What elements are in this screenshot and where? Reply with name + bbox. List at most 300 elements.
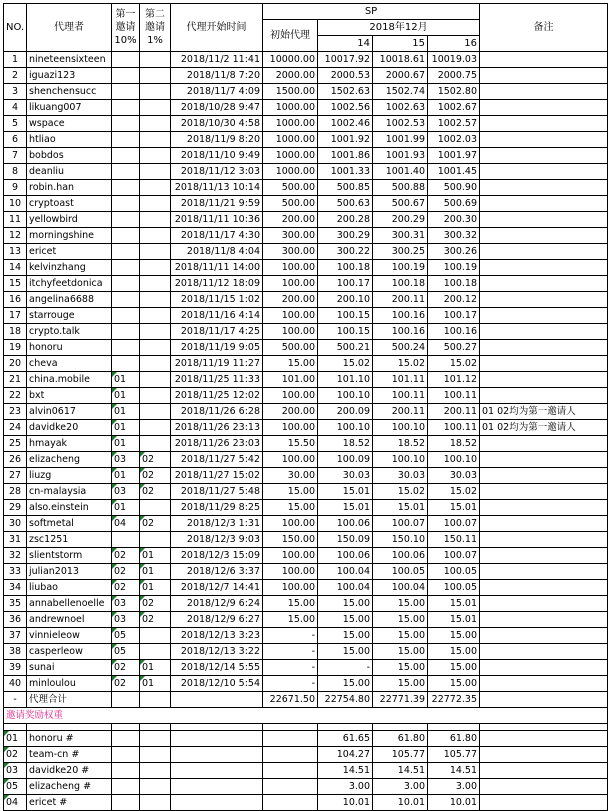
row-first-invite [112,260,140,276]
row-second-invite: 02 [140,596,171,612]
row-agent: minloulou [27,676,112,692]
row-start-time: 2018/11/26 23:03 [171,436,263,452]
reward-row [4,779,608,795]
row-day-14: 500.85 [318,180,373,196]
total-label: 代理合计 [27,692,112,708]
row-initial: 1500.00 [263,84,318,100]
reward-id: 02 [4,747,27,763]
header-second-pct: 1% [147,35,163,46]
row-initial: - [263,676,318,692]
row-initial: 1000.00 [263,116,318,132]
table-row [4,196,608,212]
row-first-invite [112,212,140,228]
reward-blank [480,763,608,779]
header-initial: 初始代理 [263,20,318,52]
reward-blank [171,763,263,779]
total-blank [171,692,263,708]
row-day-15: 101.11 [373,372,428,388]
row-day-14: 100.15 [318,324,373,340]
row-day-15: 100.18 [373,276,428,292]
row-day-14: 18.52 [318,436,373,452]
row-agent: deanliu [27,164,112,180]
row-first-invite [112,52,140,68]
row-note [480,356,608,372]
row-day-15: 15.02 [373,356,428,372]
row-second-invite [140,356,171,372]
total-no: - [4,692,27,708]
row-note [480,532,608,548]
row-day-14: 30.03 [318,468,373,484]
row-first-invite [112,532,140,548]
row-no: 11 [4,212,27,228]
row-first-invite [112,148,140,164]
row-first-invite: 01 [112,404,140,420]
table-row [4,148,608,164]
row-start-time: 2018/11/8 7:20 [171,68,263,84]
row-agent: bxt [27,388,112,404]
row-agent: slientstorm [27,548,112,564]
row-day-14: 15.00 [318,628,373,644]
row-day-16: 100.07 [428,516,480,532]
row-day-14: 100.15 [318,308,373,324]
row-day-14: 300.29 [318,228,373,244]
row-day-14: 100.10 [318,388,373,404]
row-initial: 15.50 [263,436,318,452]
header-second-invite-label: 第二邀请 [145,9,165,33]
table-row [4,132,608,148]
row-note [480,580,608,596]
reward-blank [480,795,608,811]
row-start-time: 2018/11/19 9:05 [171,340,263,356]
row-initial: 150.00 [263,532,318,548]
row-day-16: 15.00 [428,676,480,692]
row-day-15: 15.01 [373,500,428,516]
row-no: 17 [4,308,27,324]
row-start-time: 2018/11/11 10:36 [171,212,263,228]
row-first-invite [112,356,140,372]
row-day-16: 10019.03 [428,52,480,68]
row-day-16: 100.19 [428,260,480,276]
row-no: 40 [4,676,27,692]
row-day-14: 1001.86 [318,148,373,164]
reward-day-16: 10.01 [428,795,480,811]
reward-day-16: 61.80 [428,731,480,747]
reward-blank [263,779,318,795]
reward-blank [171,779,263,795]
row-no: 37 [4,628,27,644]
row-initial: 100.00 [263,260,318,276]
row-note [480,596,608,612]
row-start-time: 2018/11/21 9:59 [171,196,263,212]
row-second-invite [140,436,171,452]
row-start-time: 2018/11/2 11:41 [171,52,263,68]
row-agent: angelina6688 [27,292,112,308]
row-day-16: 150.11 [428,532,480,548]
row-note [480,324,608,340]
row-agent: elizacheng [27,452,112,468]
row-second-invite [140,292,171,308]
row-day-15: 1001.93 [373,148,428,164]
row-second-invite: 02 [140,516,171,532]
row-second-invite [140,180,171,196]
row-initial: 101.00 [263,372,318,388]
row-note [480,212,608,228]
row-no: 9 [4,180,27,196]
row-start-time: 2018/12/7 14:41 [171,580,263,596]
spacer-cell [112,724,140,731]
row-day-15: 100.10 [373,420,428,436]
row-note [480,260,608,276]
table-row [4,404,608,420]
reward-section-title-row [4,708,608,724]
row-day-14: 100.06 [318,516,373,532]
row-agent: annabellenoelle [27,596,112,612]
table-row [4,436,608,452]
total-day-16: 22772.35 [428,692,480,708]
reward-day-15: 10.01 [373,795,428,811]
row-first-invite [112,100,140,116]
row-start-time: 2018/12/3 9:03 [171,532,263,548]
row-start-time: 2018/12/10 5:54 [171,676,263,692]
row-agent: yellowbird [27,212,112,228]
reward-blank [112,779,140,795]
row-start-time: 2018/11/10 9:49 [171,148,263,164]
row-initial: 100.00 [263,324,318,340]
row-note [480,564,608,580]
row-start-time: 2018/12/3 15:09 [171,548,263,564]
row-note [480,372,608,388]
row-day-14: 15.02 [318,356,373,372]
reward-id: 04 [4,795,27,811]
reward-blank [171,731,263,747]
table-row [4,228,608,244]
row-agent: itchyfeetdonica [27,276,112,292]
row-day-14: 15.00 [318,676,373,692]
row-initial: 300.00 [263,244,318,260]
row-start-time: 2018/12/9 6:24 [171,596,263,612]
row-day-15: 1001.99 [373,132,428,148]
header-no: NO. [4,4,27,52]
table-row [4,468,608,484]
reward-row [4,747,608,763]
row-start-time: 2018/11/9 8:20 [171,132,263,148]
row-no: 25 [4,436,27,452]
row-day-14: 300.22 [318,244,373,260]
reward-agent: ericet # [27,795,112,811]
row-second-invite [140,84,171,100]
row-day-16: 15.01 [428,500,480,516]
row-day-16: 100.05 [428,580,480,596]
reward-blank [140,795,171,811]
row-first-invite [112,276,140,292]
row-second-invite [140,404,171,420]
row-day-15: 15.02 [373,484,428,500]
row-agent: htliao [27,132,112,148]
row-agent: cryptoast [27,196,112,212]
total-blank [140,692,171,708]
table-row [4,388,608,404]
row-no: 30 [4,516,27,532]
reward-id: 03 [4,763,27,779]
row-day-16: 300.32 [428,228,480,244]
row-day-14: 200.28 [318,212,373,228]
row-first-invite [112,292,140,308]
table-row [4,548,608,564]
spacer-cell [480,724,608,731]
row-initial: 15.00 [263,356,318,372]
reward-day-16: 14.51 [428,763,480,779]
reward-id: 01 [4,731,27,747]
table-row [4,84,608,100]
row-second-invite [140,228,171,244]
table-row [4,580,608,596]
reward-day-14: 3.00 [318,779,373,795]
total-row [4,692,608,708]
table-row [4,372,608,388]
row-second-invite [140,100,171,116]
row-day-16: 500.69 [428,196,480,212]
reward-blank [140,747,171,763]
row-first-invite: 01 [112,500,140,516]
row-first-invite [112,340,140,356]
row-day-15: 100.06 [373,548,428,564]
row-first-invite: 03 [112,612,140,628]
table-row [4,164,608,180]
row-first-invite [112,228,140,244]
row-day-16: 300.26 [428,244,480,260]
row-first-invite: 01 [112,468,140,484]
reward-blank [140,779,171,795]
row-first-invite: 02 [112,676,140,692]
row-no: 33 [4,564,27,580]
row-second-invite [140,340,171,356]
row-initial: 2000.00 [263,68,318,84]
row-day-16: 500.90 [428,180,480,196]
reward-agent: team-cn # [27,747,112,763]
row-second-invite [140,68,171,84]
reward-day-14: 14.51 [318,763,373,779]
header-note: 备注 [480,4,608,52]
table-row [4,516,608,532]
header-day-14: 14 [318,36,373,52]
row-note [480,164,608,180]
row-day-15: 30.03 [373,468,428,484]
row-note [480,148,608,164]
reward-blank [171,795,263,811]
table-row [4,484,608,500]
row-no: 27 [4,468,27,484]
row-day-14: 15.01 [318,500,373,516]
row-first-invite [112,164,140,180]
row-no: 23 [4,404,27,420]
reward-agent: davidke20 # [27,763,112,779]
row-second-invite [140,500,171,516]
row-start-time: 2018/11/17 4:25 [171,324,263,340]
row-initial: 15.00 [263,612,318,628]
row-note [480,468,608,484]
row-second-invite [140,372,171,388]
row-day-14: - [318,660,373,676]
row-note [480,276,608,292]
row-second-invite [140,388,171,404]
row-day-15: 100.07 [373,516,428,532]
row-agent: julian2013 [27,564,112,580]
row-initial: 100.00 [263,564,318,580]
row-second-invite: 01 [140,660,171,676]
spacer-cell [27,724,112,731]
table-row [4,68,608,84]
row-day-15: 100.11 [373,388,428,404]
row-note [480,116,608,132]
row-second-invite: 01 [140,564,171,580]
reward-blank [263,763,318,779]
reward-day-14: 10.01 [318,795,373,811]
row-day-16: 500.27 [428,340,480,356]
row-day-15: 18.52 [373,436,428,452]
table-row [4,676,608,692]
row-first-invite [112,180,140,196]
header-agent: 代理者 [27,4,112,52]
row-day-14: 200.10 [318,292,373,308]
row-start-time: 2018/11/19 11:27 [171,356,263,372]
row-second-invite [140,308,171,324]
row-day-14: 100.09 [318,452,373,468]
row-day-16: 15.00 [428,644,480,660]
spreadsheet [3,3,607,811]
row-initial: - [263,660,318,676]
row-start-time: 2018/10/30 4:58 [171,116,263,132]
spacer-cell [171,724,263,731]
row-day-15: 100.10 [373,452,428,468]
row-initial: 1000.00 [263,164,318,180]
spacer-cell [318,724,373,731]
row-agent: wspace [27,116,112,132]
row-note: 01 02均为第一邀请人 [480,420,608,436]
row-initial: 10000.00 [263,52,318,68]
row-day-16: 100.18 [428,276,480,292]
row-start-time: 2018/12/14 5:55 [171,660,263,676]
row-second-invite [140,164,171,180]
row-agent: shenchensucc [27,84,112,100]
row-note: 01 02均为第一邀请人 [480,404,608,420]
row-initial: 100.00 [263,516,318,532]
row-day-14: 1502.63 [318,84,373,100]
row-second-invite [140,148,171,164]
row-day-16: 101.12 [428,372,480,388]
row-first-invite: 03 [112,596,140,612]
row-note [480,68,608,84]
row-day-14: 15.00 [318,596,373,612]
row-first-invite [112,116,140,132]
reward-blank [263,795,318,811]
row-agent: crypto.talk [27,324,112,340]
header-day-15: 15 [373,36,428,52]
row-note [480,132,608,148]
row-day-15: 100.16 [373,308,428,324]
row-note [480,308,608,324]
row-day-14: 150.09 [318,532,373,548]
row-second-invite [140,420,171,436]
reward-id: 05 [4,779,27,795]
row-no: 20 [4,356,27,372]
row-day-15: 300.25 [373,244,428,260]
row-day-15: 150.10 [373,532,428,548]
row-initial: 30.00 [263,468,318,484]
reward-blank [140,731,171,747]
row-start-time: 2018/12/13 3:22 [171,644,263,660]
row-initial: 1000.00 [263,132,318,148]
reward-blank [112,731,140,747]
row-day-14: 500.63 [318,196,373,212]
row-no: 1 [4,52,27,68]
row-no: 14 [4,260,27,276]
row-first-invite: 02 [112,548,140,564]
row-second-invite [140,532,171,548]
row-initial: 100.00 [263,452,318,468]
row-day-16: 200.12 [428,292,480,308]
row-day-16: 100.16 [428,324,480,340]
row-start-time: 2018/11/15 1:02 [171,292,263,308]
spacer-cell [4,724,27,731]
row-start-time: 2018/11/8 4:04 [171,244,263,260]
reward-row [4,795,608,811]
row-no: 7 [4,148,27,164]
row-no: 4 [4,100,27,116]
row-no: 39 [4,660,27,676]
row-day-15: 500.88 [373,180,428,196]
row-day-14: 100.18 [318,260,373,276]
row-day-16: 15.01 [428,612,480,628]
row-second-invite [140,212,171,228]
row-start-time: 2018/11/13 10:14 [171,180,263,196]
row-no: 19 [4,340,27,356]
row-first-invite: 01 [112,436,140,452]
row-day-16: 100.07 [428,548,480,564]
row-day-16: 1502.80 [428,84,480,100]
row-initial: 100.00 [263,548,318,564]
table-row [4,324,608,340]
row-initial: 100.00 [263,276,318,292]
row-agent: hmayak [27,436,112,452]
row-day-15: 15.00 [373,596,428,612]
spacer-cell [373,724,428,731]
reward-blank [112,747,140,763]
row-second-invite [140,52,171,68]
reward-day-16: 3.00 [428,779,480,795]
row-day-16: 100.11 [428,420,480,436]
row-day-15: 500.24 [373,340,428,356]
row-agent: liubao [27,580,112,596]
row-day-14: 15.01 [318,484,373,500]
row-day-14: 100.17 [318,276,373,292]
row-day-16: 1002.03 [428,132,480,148]
row-first-invite [112,244,140,260]
row-start-time: 2018/11/25 12:02 [171,388,263,404]
row-start-time: 2018/11/27 5:42 [171,452,263,468]
table-row [4,116,608,132]
row-no: 15 [4,276,27,292]
row-agent: robin.han [27,180,112,196]
row-day-14: 100.10 [318,420,373,436]
row-second-invite: 01 [140,548,171,564]
header-second-invite [140,4,171,52]
row-second-invite [140,324,171,340]
row-note [480,628,608,644]
row-day-14: 10017.92 [318,52,373,68]
row-day-14: 1002.56 [318,100,373,116]
row-no: 6 [4,132,27,148]
row-day-15: 15.00 [373,660,428,676]
